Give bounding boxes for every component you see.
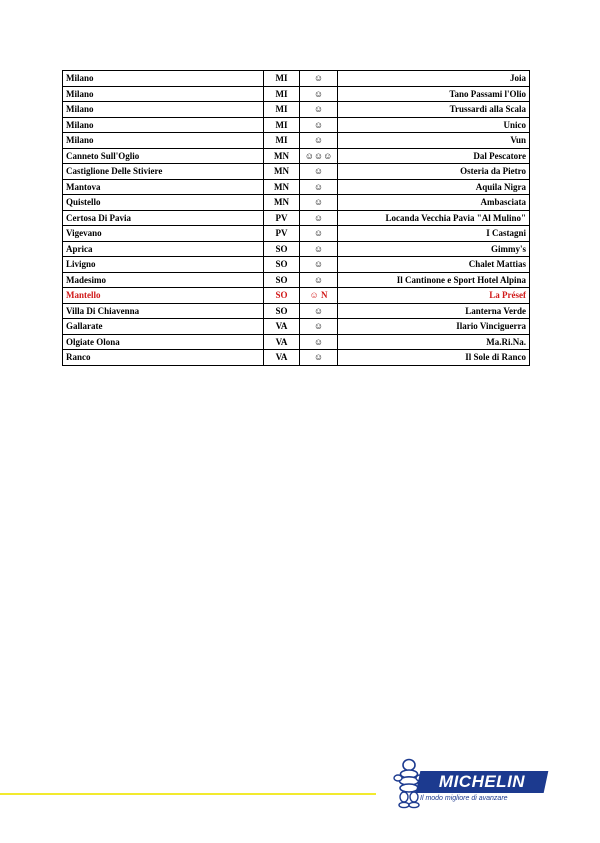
restaurant-cell: Il Cantinone e Sport Hotel Alpina [338, 272, 530, 288]
city-cell: Milano [63, 102, 264, 118]
stars-cell: ☺ [300, 164, 338, 180]
stars-cell: ☺☺☺ [300, 148, 338, 164]
stars-cell: ☺ [300, 241, 338, 257]
restaurant-cell: Il Sole di Ranco [338, 350, 530, 366]
city-cell: Castiglione Delle Stiviere [63, 164, 264, 180]
city-cell: Milano [63, 133, 264, 149]
table-row [63, 179, 530, 195]
province-cell: MI [264, 117, 300, 133]
stars-cell: ☺ [300, 195, 338, 211]
restaurant-cell: Vun [338, 133, 530, 149]
city-cell: Ranco [63, 350, 264, 366]
table-row [63, 334, 530, 350]
table-row [63, 241, 530, 257]
province-cell: SO [264, 272, 300, 288]
city-cell: Quistello [63, 195, 264, 211]
city-cell: Canneto Sull'Oglio [63, 148, 264, 164]
province-cell: MN [264, 148, 300, 164]
city-cell: Milano [63, 86, 264, 102]
city-cell: Gallarate [63, 319, 264, 335]
restaurant-cell: Aquila Nigra [338, 179, 530, 195]
province-cell: SO [264, 288, 300, 304]
table-row [63, 195, 530, 211]
restaurant-table [62, 70, 530, 366]
city-cell: Mantova [63, 179, 264, 195]
restaurant-cell: Lanterna Verde [338, 303, 530, 319]
stars-cell: ☺ [300, 226, 338, 242]
city-cell: Madesimo [63, 272, 264, 288]
restaurant-cell: La Présef [338, 288, 530, 304]
province-cell: PV [264, 210, 300, 226]
stars-cell: ☺ [300, 179, 338, 195]
restaurant-cell: Joia [338, 71, 530, 87]
table-row [63, 164, 530, 180]
city-cell: Mantello [63, 288, 264, 304]
table-row [63, 350, 530, 366]
province-cell: MN [264, 179, 300, 195]
stars-cell: ☺ [300, 257, 338, 273]
restaurant-cell: Trussardi alla Scala [338, 102, 530, 118]
table-row [63, 133, 530, 149]
stars-cell: ☺ [300, 210, 338, 226]
province-cell: VA [264, 334, 300, 350]
restaurant-cell: Locanda Vecchia Pavia "Al Mulino" [338, 210, 530, 226]
table-row [63, 117, 530, 133]
province-cell: SO [264, 303, 300, 319]
city-cell: Milano [63, 71, 264, 87]
table-row [63, 303, 530, 319]
restaurant-cell: Chalet Mattias [338, 257, 530, 273]
province-cell: SO [264, 241, 300, 257]
province-cell: MN [264, 164, 300, 180]
province-cell: MI [264, 102, 300, 118]
city-cell: Milano [63, 117, 264, 133]
table-row [63, 71, 530, 87]
table-row [63, 148, 530, 164]
city-cell: Olgiate Olona [63, 334, 264, 350]
province-cell: VA [264, 319, 300, 335]
footer-yellow-rule [0, 793, 376, 795]
brand-name: MICHELIN [438, 772, 526, 791]
stars-cell: ☺ [300, 319, 338, 335]
city-cell: Certosa Di Pavia [63, 210, 264, 226]
restaurant-cell: Unico [338, 117, 530, 133]
city-cell: Aprica [63, 241, 264, 257]
brand-tagline: Il modo migliore di avanzare [420, 795, 508, 802]
province-cell: MN [264, 195, 300, 211]
stars-cell: ☺ [300, 71, 338, 87]
table-row [63, 257, 530, 273]
table-row [63, 226, 530, 242]
table-row [63, 210, 530, 226]
stars-cell: ☺ [300, 303, 338, 319]
restaurant-table-body [63, 71, 530, 366]
table-row [63, 86, 530, 102]
province-cell: MI [264, 133, 300, 149]
city-cell: Vigevano [63, 226, 264, 242]
table-row [63, 319, 530, 335]
stars-cell: ☺ [300, 334, 338, 350]
province-cell: SO [264, 257, 300, 273]
city-cell: Livigno [63, 257, 264, 273]
restaurant-cell: Osteria da Pietro [338, 164, 530, 180]
restaurant-cell: Dal Pescatore [338, 148, 530, 164]
restaurant-cell: Ambasciata [338, 195, 530, 211]
restaurant-cell: I Castagni [338, 226, 530, 242]
stars-cell: ☺ [300, 272, 338, 288]
table-row [63, 272, 530, 288]
province-cell: PV [264, 226, 300, 242]
province-cell: VA [264, 350, 300, 366]
stars-cell: ☺ [300, 102, 338, 118]
stars-cell: ☺ [300, 86, 338, 102]
table-row [63, 102, 530, 118]
restaurant-cell: Gimmy's [338, 241, 530, 257]
province-cell: MI [264, 71, 300, 87]
province-cell: MI [264, 86, 300, 102]
michelin-logo [392, 757, 552, 809]
city-cell: Villa Di Chiavenna [63, 303, 264, 319]
table-row [63, 288, 530, 304]
stars-cell: ☺ [300, 133, 338, 149]
stars-cell: ☺ [300, 117, 338, 133]
restaurant-cell: Ma.Ri.Na. [338, 334, 530, 350]
restaurant-cell: Tano Passami l'Olio [338, 86, 530, 102]
restaurant-cell: Ilario Vinciguerra [338, 319, 530, 335]
stars-cell: ☺ [300, 350, 338, 366]
stars-cell: ☺ N [300, 288, 338, 304]
